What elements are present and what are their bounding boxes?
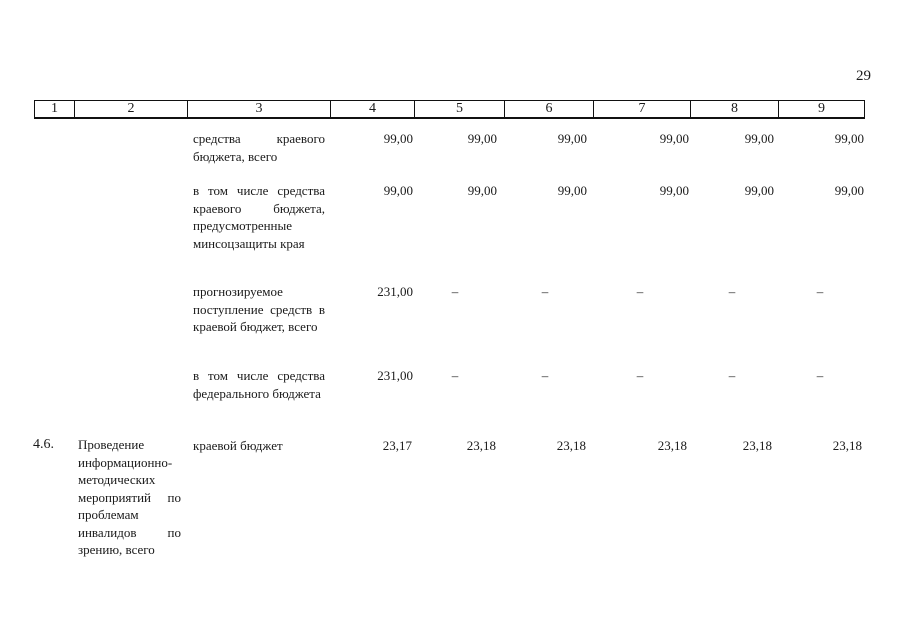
value-col-6: – (541, 284, 549, 299)
activity-description: Проведение информационно-методических мероприятий по проблемам инвалидов по зрению, всего (78, 437, 181, 557)
value-col-5: 23,18 (466, 438, 496, 453)
column-header-9: 9 (779, 101, 865, 119)
column-header-7: 7 (594, 101, 691, 119)
funding-source-label: прогнозируемое поступление средств в краевой бюджет, всего (193, 284, 325, 334)
value-col-6: – (541, 368, 549, 383)
value-col-4: 99,00 (383, 131, 413, 146)
value-col-9: 99,00 (834, 131, 864, 146)
column-header-1: 1 (35, 101, 75, 119)
column-header-3: 3 (188, 101, 331, 119)
funding-source-label: средства краевого бюджета, всего (193, 131, 325, 164)
value-col-8: – (728, 284, 736, 299)
value-col-6: 99,00 (557, 131, 587, 146)
funding-source-label: в том числе средства краевого бюджета, предусмотренные минсоцзащиты края (193, 183, 325, 251)
column-header-row (34, 100, 865, 119)
column-header-2: 2 (75, 101, 188, 119)
value-col-9: 99,00 (834, 183, 864, 198)
column-header-5: 5 (415, 101, 505, 119)
value-col-8: – (728, 368, 736, 383)
value-col-7: 99,00 (659, 183, 689, 198)
value-col-4: 231,00 (377, 284, 413, 299)
value-col-7: – (636, 368, 644, 383)
value-col-6: 99,00 (557, 183, 587, 198)
value-col-7: 23,18 (657, 438, 687, 453)
value-col-5: – (451, 284, 459, 299)
section-number: 4.6. (33, 437, 54, 452)
value-col-9: 23,18 (832, 438, 862, 453)
value-col-8: 99,00 (744, 183, 774, 198)
value-col-5: – (451, 368, 459, 383)
value-col-6: 23,18 (556, 438, 586, 453)
value-col-9: – (816, 284, 824, 299)
value-col-7: – (636, 284, 644, 299)
funding-source-label: краевой бюджет (193, 438, 283, 453)
funding-source-label: в том числе средства федерального бюджета (193, 368, 325, 401)
column-header-4: 4 (331, 101, 415, 119)
value-col-4: 231,00 (377, 368, 413, 383)
page-number: 29 (856, 68, 871, 84)
value-col-9: – (816, 368, 824, 383)
column-header-8: 8 (691, 101, 779, 119)
value-col-8: 23,18 (742, 438, 772, 453)
value-col-5: 99,00 (467, 183, 497, 198)
value-col-8: 99,00 (744, 131, 774, 146)
value-col-4: 23,17 (382, 438, 412, 453)
column-header-6: 6 (505, 101, 594, 119)
value-col-5: 99,00 (467, 131, 497, 146)
value-col-7: 99,00 (659, 131, 689, 146)
value-col-4: 99,00 (383, 183, 413, 198)
